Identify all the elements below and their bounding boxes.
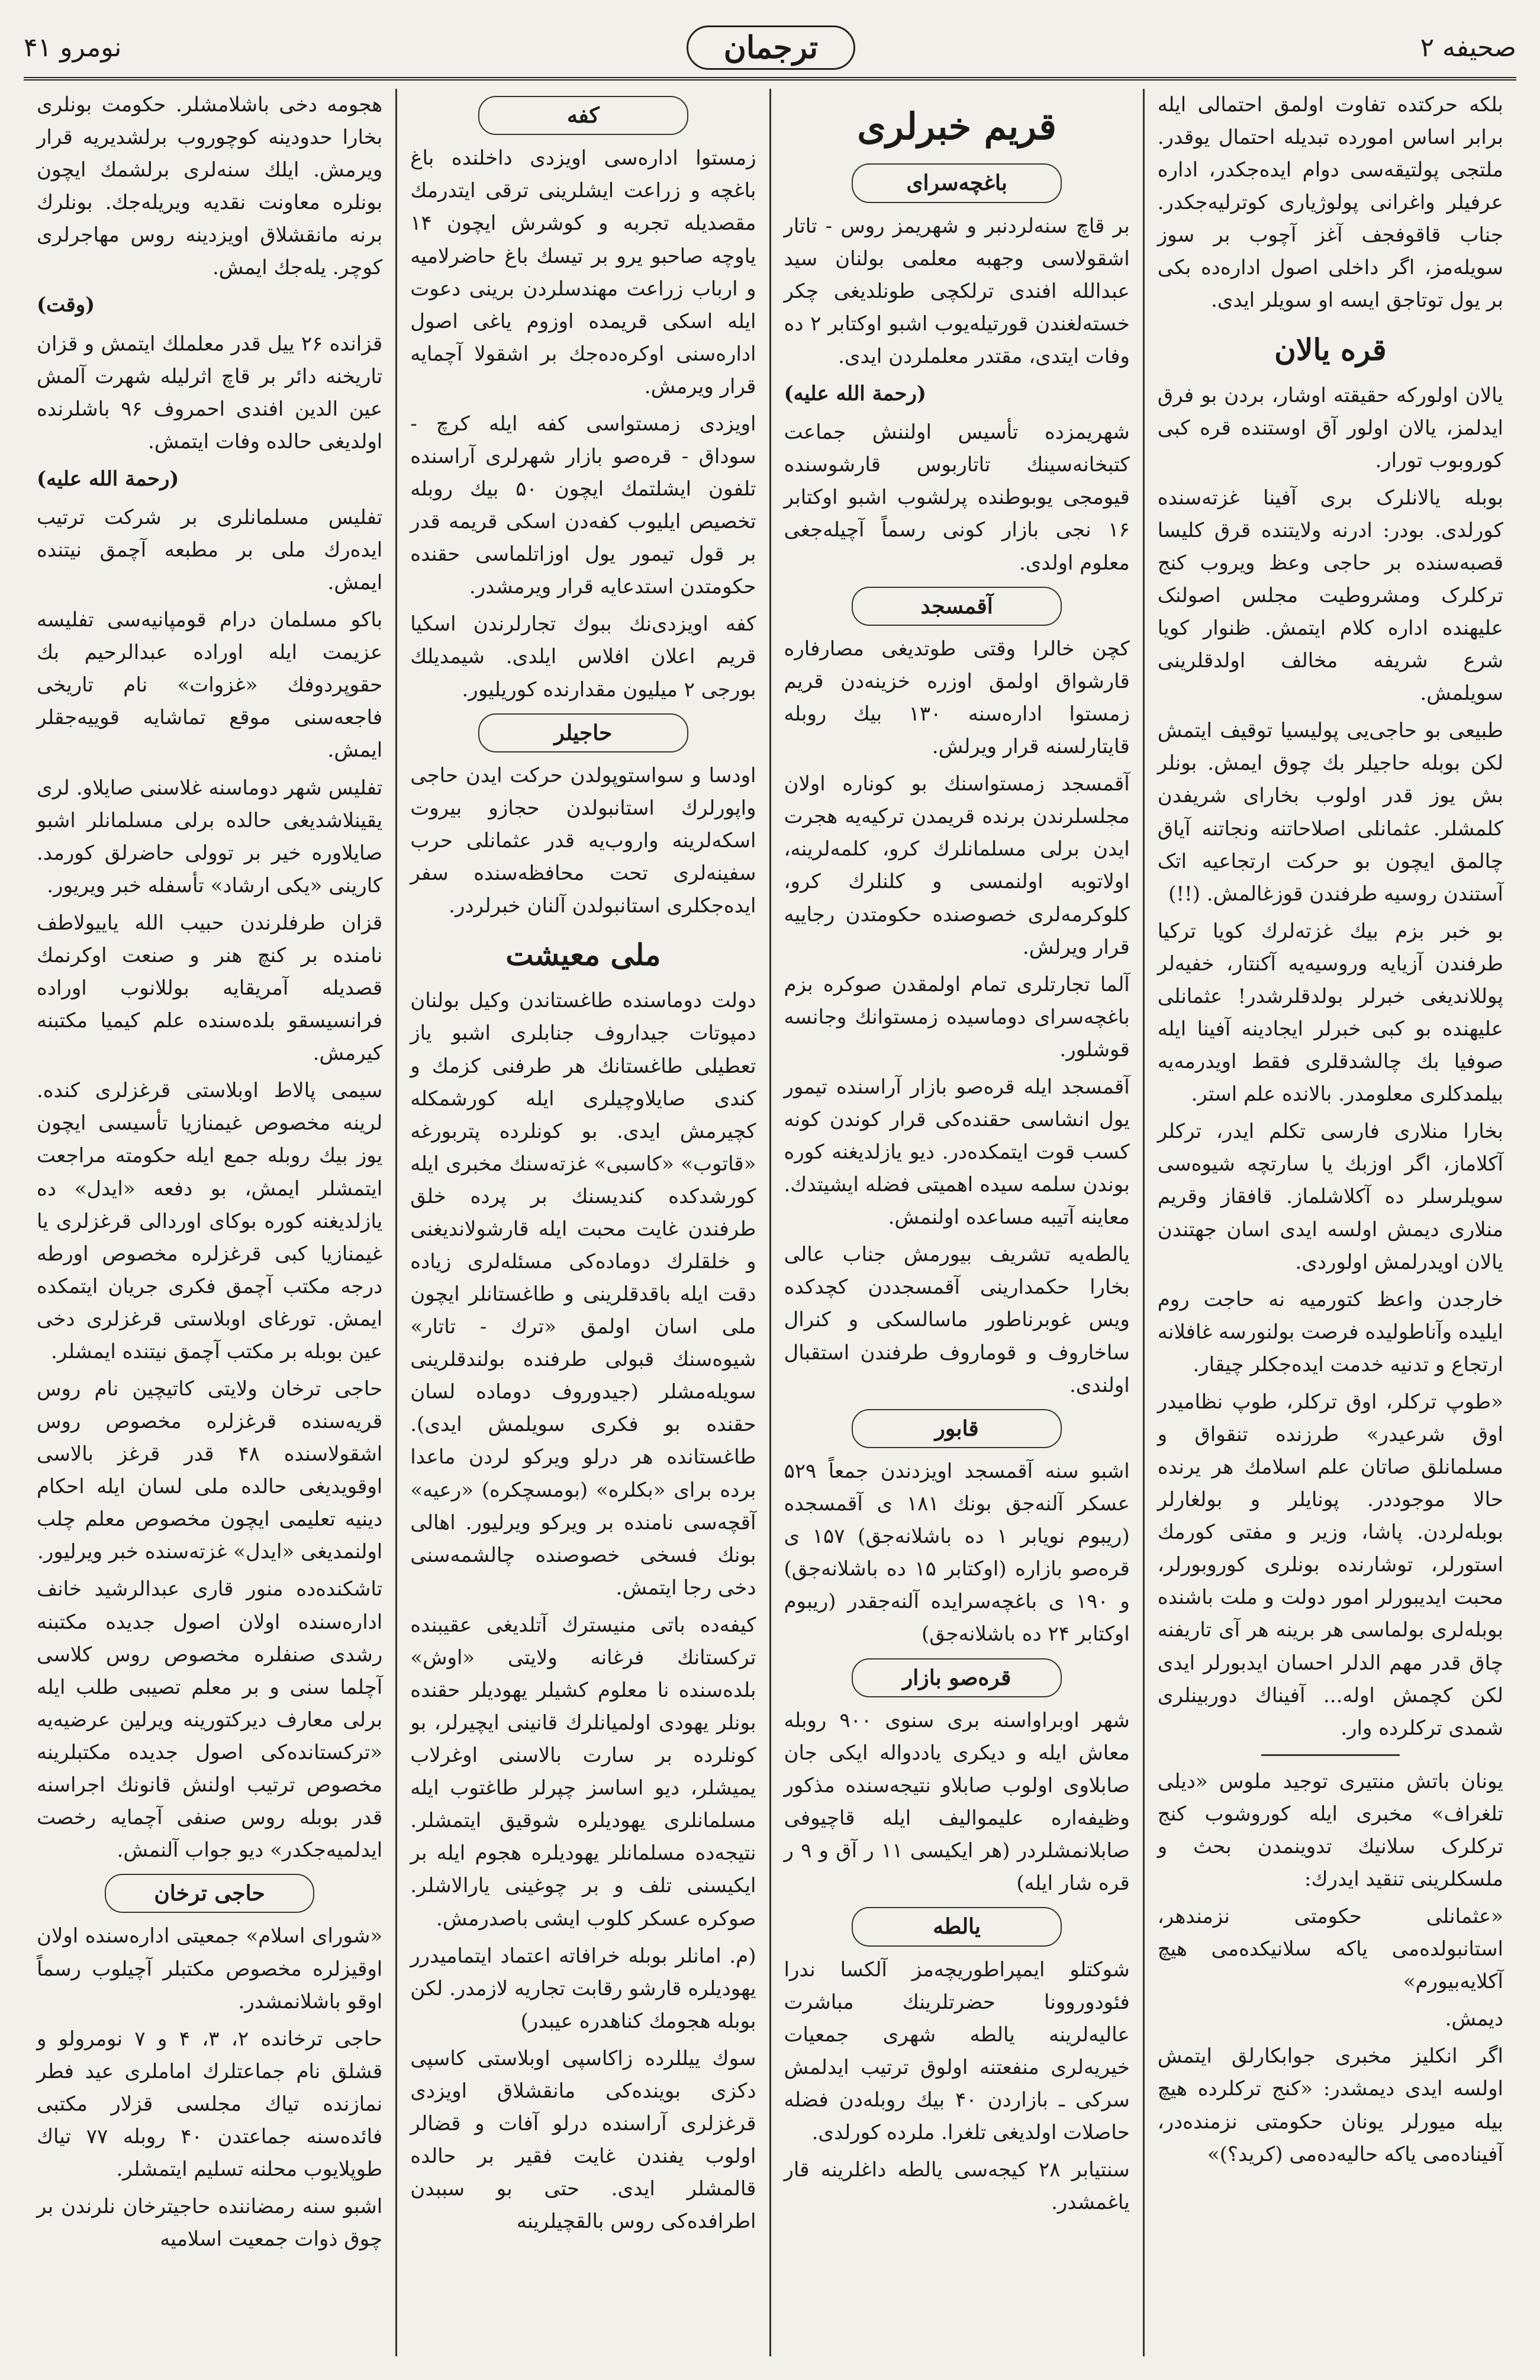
column-3 (395, 89, 769, 2356)
column-1 (1143, 89, 1516, 2356)
section-label: قره‌صو بازار (852, 1658, 1062, 1697)
paragraph: بر قاچ سنه‌لردنبر و شهریمز روس - تاتار اشقولاسی وجهبه معلمی بولنان سید عبدالله افندی ترلکچی طونلدیغی چکر خسته‌لغندن قورتیله‌یوب اشبو اوکتابر ۲ ده وفات ایتدی، مقتدر معلملردن ایدی. (784, 214, 1130, 369)
section-label: آقمسجد (852, 587, 1062, 626)
paragraph: بخارا منلاری فارسی تکلم ایدر، ترکلر آکلاماز، اگر اوزبك یا سارتچه شیوه‌سی سویلرسلر ده آکلاشلماز. قافقاز وقریم منلاری دیمش اولسه ایدی اسان جهتندن یالان اویدرلمش اولوردی. (1157, 1120, 1503, 1274)
paragraph: تفلیس مسلمانلری بر شرکت ترتیب ایده‌رك ملی بر مطبعه آچمق نیتنده ایمش. (37, 505, 383, 595)
paragraph: (م. امانلر بوبله خرافاته اعتماد ایتمامیدرر یهودیلره قارشو رقابت تجاریه لازمدر. لکن بوبله هجومك کناهدره عیبدر) (410, 1944, 756, 2033)
paragraph: شهریمزده تأسیس اولننش جماعت کتبخانه‌سینك تاتاربوس قارشوسنده قیومجی یوبوطنده پرلشوب اشبو اوکتابر ۱۶ نجی بازار کونی رسماً آچیله‌جغی معلوم اولدی. (784, 420, 1130, 575)
column-2 (769, 89, 1143, 2356)
paragraph: طبیعی بو حاجی‌یی پولیسیا توقیف ایتمش لکن بوبله حاجیلر بك چوق ایمش. بونلر بش یوز قدر اولوب بخارای شریفدن کلمشلر. عثمانلی اصلاحاتنه ونجاتنه آیاق چالمق ایچون بو حرکت ارتجاعیه اتک آستندن روسیه طرفندن قوزغالمش. (!!) (1157, 719, 1503, 906)
paragraph: باکو مسلمان درام قومپانیه‌سی تفلیسه عزیمت ایله اوراده عبدالرحیم بك حقوپردوفك «غزوات» نام تاریخی فاجعه‌سنی موقع تماشایه قوییه‌جقلر ایمش. (37, 608, 383, 763)
article-heading: قره یالان (1274, 332, 1387, 367)
paragraph: قزانده ۲۶ ییل قدر معلملك ایتمش و قزان تاریخنه دائر بر قاچ اثرلیله شهرت آلمش عین الدین افندی احمروف ۹۶ باشلرنده اولدیغی حالده وفات ایتمش. (37, 332, 383, 454)
issue-number: نومرو ۴۱ (24, 32, 122, 63)
paragraph: سیمی پالاط اوبلاستی قرغزلری کنده. لرینه مخصوص غیمنازیا تأسیسی ایچون یوز بیك روبله جمع ایله حکومته مراجعت ایتمشلر ایمش، بو دفعه «ایدل» ده یازلدیغنه کوره بوکای اوردالی قرغزلری یا غیمنازیا کبی قرغزلره مخصوص اورطه درجه مکتب آچمق فکری جریان ایتمکده ایمش. تورغای اوبلاستی قرغزلری دخی عین بوبله بر مکتب آچمق نیتنده ایمشلر. (37, 1079, 383, 1363)
article-heading: قریم خبرلری (857, 105, 1057, 148)
masthead (24, 18, 1516, 81)
signature: (رحمة الله علیه) (37, 467, 179, 491)
paragraph: آقمسجد زمستواسنك بو کوناره اولان مجلسلرندن برنده قریمدن ترکیه‌یه هجرت ایدن برلی مسلمانلرك کرو، کلمه‌لرینه، اولاتوبه اولنمسی و کلنلرك کرو، کلوکرمه‌لری خصوصنده حکومتدن رجاییه قرار ویرلش. (784, 772, 1130, 959)
newspaper-title: ترجمان (687, 25, 855, 70)
section-label: یالطه (852, 1907, 1062, 1946)
paragraph: یالان اولورکه حقیقته اوشار، بردن بو فرق ایدلمز، یالان اولور آق اوستنده قره کبی کوروبوب تورار. (1157, 383, 1503, 472)
paragraph: اگر انکلیز مخبری جوابکارلق ایتمش اولسه ایدی دیمشدر: «کنج ترکلرده هیچ بیله میورلر یونان حکومتی نزمنده‌در، آفینا‌ده‌می یاکه حالیه‌ده‌می (کرید؟)» (1157, 2044, 1503, 2166)
divider (1261, 1754, 1400, 1756)
section-label: حاجی ترخان (105, 1874, 315, 1913)
paragraph: کیفه‌ده باتی منیسترك آتلدیغی عقیبنده ترکستانك فرغانه ولایتی «اوش» بلده‌سنده نا معلوم کشیلر یهودیلر حقنده بونلر یهودی اولمیانلرك قانینی ایچیرلر، بو کونلرده بر سارت بالاسنی اوغرلاب یمیشلر، دیو اساسز چپرلر طاغتوب ایله مسلمانلری یهودیلره شوقیق ایتمشلر. نتیجه‌ده مسلمانلر یهودیلره هجوم ایله بر ایکیسنی تلف و بر چوغینی یارالاشلر. صوکره عسکر کلوب ایشی باصدرمش. (410, 1613, 756, 1931)
paragraph: کفه اویزدی‌نك ببوك تجارلرندن اسکیا قریم اعلان افلاس ایلدی. شیمدیلك بورجی ۲ میلیون مقدارنده کوریلیور. (410, 612, 756, 702)
paragraph: «طوپ ترکلر، اوق ترکلر، طوپ نظامیدر اوق شرعیدر» طرزنده تنقواق و مسلمانلق صاتان علم اسلامك هر یرنده حالا موجوددر. پونایلر و بولغارلر بوبله‌لردن. پاشا، وزیر و مفتی کورمك استورلر، توشارنده بونلری کوروبورلر، محبت ایدیبورلر امور دولت و ملت باشنده بوبله‌لری بولما‌سی هر برینه هر آی تاریفنه چاق قدر مهم الدلر احسان ایدبورلر ایدی لکن کچمش اوله... آفیناك دوربینلری شمدی ترکلرده وار. (1157, 1390, 1503, 1740)
paragraph: تاشکنده‌ده منور قاری عبدالرشید خانف اداره‌سنده اولان اصول جدیده مکتبنه رشدی صنفلره مخصوص روس کلاسی آچلما سنی و بر معلم تصیبی طلب ایله برلی معارف دیرکتورینه ویرلین عرضیه‌یه «ترکستانده‌کی اصول جدیده مکتبلرینه مخصوص ترتیب اولنش قانونك اجراسنه قدر بوبله روس صنفی آچمایه رخصت ایدلمیه‌جکدر» دیو جواب آلنمش. (37, 1577, 383, 1863)
paragraph: بلکه حرکتده تفاوت اولمق احتمالی ایله برابر اساس امورده تبدیله احتمال یوقدر. ملتجی پولتیقه‌سی دوام ایده‌جکدر، اداره عرفیلر واغرانی پولوژیاری کوترلیه‌جکدر. جناب قاقوفجف آغز آچوب بر سوز سویله‌مز، اگر داخلی اصول اداره‌ده بکی بر یول توتاجق ایسه او سویلر ایدی. (1157, 93, 1503, 313)
paragraph: «عثمانلی حکومتی نزمندهر، استانبولده‌می یاکه سلانیکده‌می هیچ آکلایه‌بیورم» (1157, 1905, 1503, 1994)
paragraph: آلما تجارتلری تمام اولمقدن صوکره بزم باغچه‌سرای دوماسیده زمستوانك وجانسه قوشلور. (784, 972, 1130, 1062)
paragraph: اودسا و سواستوپولدن حرکت ایدن حاجی واپورلرك استانبولدن حجازو بیروت اسکه‌لرینه واروب‌یه قدر عثمانلی حرب سفینه‌لری تحت محافظه‌سنده سفر ایده‌جکلری استانبولدن آلنان خبرلردر. (410, 763, 756, 918)
signature: (وقت) (37, 293, 95, 317)
paragraph: کچن خالرا وقتی طوتدیغی مصارفاره قارشواق اولمق اوزره خزینه‌دن قریم زمستوا اداره‌سنه ۱۳۰ بیك روبله قایتارلسنه قرار ویرلش. (784, 636, 1130, 759)
article-heading: ملی معیشت (505, 937, 661, 973)
columns-container (24, 89, 1516, 2356)
section-label: حاجیلر (478, 713, 688, 752)
paragraph: «شورای اسلام» جمعیتی اداره‌سنده اولان اوقیزلره مخصوص مکتبلر آچیلوب رسماً اوقو باشلانمشدر. (37, 1924, 383, 2014)
paragraph: اشبو سنه رمضاننده حاجیترخان نلرندن بر چوق ذوات جمعیت اسلامیه (37, 2195, 383, 2252)
paragraph: شوکتلو ایمپراطوریچه‌مز آلکسا ندرا فئودوروونا حضرتلرینك مباشرت عالیه‌لرینه یالطه شهری جمعیات خیریه‌لری منفعتنه اولوق ترتیب ایدلمش سرکی ـ بازاردن ۴۰ بیك روبله‌دن فضله حاصلات اولدیغی تلغرا. ملرده کورلدی. (784, 1957, 1130, 2144)
paragraph: سنتیابر ۲۸ کیجه‌سی یالطه داغلرینه قار یاغمشدر. (784, 2158, 1130, 2215)
signature: (رحمة الله علیه) (784, 382, 926, 406)
paragraph: یالطه‌یه تشریف بیورمش جناب عالی بخارا حکمدارینی آقمسجددن کچدکده ویس غوبرناطور ماسالسکی و کنرال ساخاروف و قوماروف طرفندن استقبال اولندی. (784, 1243, 1130, 1397)
paragraph: هجومه دخی باشلامشلر. حکومت بونلری بخارا حدودینه کوچوروب برلشدیریه قرار ویرمش. ایلك سنه‌لری برلشمك ایچون بونلره معاونت نقدیه ویریله‌جك. بونلرك برنه مانقشلاق اویزدینه روس مهاجرلری کوچر. یله‌جك ایمش. (37, 93, 383, 280)
paragraph: حاجی ترخان ولایتی کاتیچین نام روس قریه‌سنده قرغزلره مخصوص روس اشقولاسنده ۴۸ قدر قرغز بالاسی اوقویدیغی حالده ملی لسان ایله احکام دینیه تعلیمی ایچون مخصوص معلم چلب اولنمدیغی «ایدل» غزته‌سنده خبر ویرلیور. (37, 1376, 383, 1564)
paragraph: اشبو سنه آقمسجد اویزدندن جمعاً ۵۲۹ عسکر آلنه‌جق بونك ۱۸۱ ی آقمسجده (ریبوم نویابر ۱ ده باشلانه‌جق) ۱۵۷ ی قره‌صو بازاره (اوکتابر ۱۵ ده باشلانه‌جق) و ۱۹۰ ی باغچه‌سرایده آلنه‌جقدر (ریبوم اوکتابر ۲۴ ده باشلانه‌جق) (784, 1459, 1130, 1646)
page-number: صحیفه ۲ (1420, 32, 1516, 63)
paragraph: دولت دوماسنده طاغستاندن وکیل بولنان دمپوتات جیداروف جنابلری اشبو یاز تعطیلی طاغستانك هر طرفنی کزمك و کندی صایلاوچیلری ایله کورشمکله کچیرمش ایدی. بو کونلرده پتربورغه «قاتوب» «کاسبی» غزته‌سنك مخبری ایله کورشدکده کندیسنك بر پرده خلق طرفندن غایت محبت ایله قارشولاندیغنی و خلقلرك دوماده‌کی مسئله‌لری زیاده دقت ایله باقدقلرینی و طاغستانلر ایچون ملی اسان اولمق «ترك - تاتار» شیوه‌سنك قبولی طرفنده بولندقلرینی سویله‌مشلر (جیدوروف دوماده لسان حقنده بو فکری سویلمش ایدی). طاغستانده هر درلو ویرکو لردن ماعدا برده برای «بکلره» (بومسچکره) «رعیه» آقچه‌سی نامنده بر ویرکو ویرلیور. اهالی بونك فسخی خصوصنده چالشمه‌سنی دخی رجا ایتمش. (410, 989, 756, 1600)
paragraph: یونان باتش منتیری توجید ملوس «دیلی تلغراف» مخبری ایله کوروشوب کنج ترکلرک سلانیك تدوینمدن بحث و ملسکلرینی تنقید ایدرك: (1157, 1769, 1503, 1891)
section-label: قابور (852, 1409, 1062, 1448)
paragraph: دیمش. (1445, 2007, 1503, 2031)
column-4 (24, 89, 395, 2356)
section-label: باغچه‌سرای (852, 163, 1062, 202)
paragraph: زمستوا اداره‌سی اویزدی داخلنده باغ باغچه و زراعت ایشلرینی ترقی ایتدرمك مقصدیله تجربه و کوشرش ایچون ۱۴ یاوچه صاحبو یرو بر تیسك باغ حاضرلامیه و ارباب زراعت مهندسلردن برینی دعوت ایله اسکی قریمده اوزوم یاغی اصول اداره‌سنی اوکره‌ده‌جك بر اشقولا آچمایه قرار ویرمش. (410, 146, 756, 398)
paragraph: بوبله یالانلرک بری آفینا غزته‌سنده کورلدی. بودر: ادرنه ولایتنده قرق کلیسا قصبه‌سنده بر حاجی وعظ ویروب کنج ترکلرک ومشروطیت مجلس اصولنک علیهنده اداره کلام ایتمش. ظنوار کویا شرع شریفه مخالف اولدقلرینی سویلمش. (1157, 485, 1503, 706)
section-label: کفه (478, 96, 688, 135)
paragraph: حاجی ترخانده ۲، ۳، ۴ و ۷ نومرولو و قشلق نام جماعتلرك اماملری عید فطر نمازنده تیاك مجلسی قزلار مکتبی فائده‌سنه جماعتدن ۴۰ روبله ۷۷ تیاك طوپلایوب محلنه تسلیم ایتمشلر. (37, 2027, 383, 2181)
paragraph: بو خبر بزم بیك غزته‌لرك کویا ترکیا طرفندن آزیایه وروسیه‌یه آکنتار، خفیه‌لر پوللاندیغی خبرلر بولدقلرشدر! عثمانلی علیهنده بو کبی خبرلر ایجادینه آفینا ایله صوفیا بك چالشدقلری فقط اویدرمه‌یه بیلمدکلری معلومدر. بالانده علم استر. (1157, 919, 1503, 1107)
paragraph: تفلیس شهر دوماسنه غلاسنی صایلاو. لری یقینلاشدیغی حالده برلی مسلمانلر اشبو صایلاوره خیر بر توولی حاضرلق کورمد. کارینی «یکی ارشاد» تأسفله خبر ویریور. (37, 776, 383, 898)
paragraph: آقمسجد ایله قره‌صو بازار آراسنده تیمور یول انشاسی حقنده‌کی قرار کوندن کونه کسب قوت ایتمکده‌در. دیو یازلدیغنه کوره بوندن سلمه سیده اهمیتی فضله ایشیتدك. معاینه آتیبه مساعده اولنمش. (784, 1075, 1130, 1230)
paragraph: خارجدن واعظ کتورمیه نه حاجت روم ایلیده وآناطولیده فرصت بولنورسه غافلانه ارتجاع و تدنیه خدمت ایده‌جکلر چیقار. (1157, 1287, 1503, 1376)
paragraph: شهر اوبراواسنه بری سنوی ۹۰۰ روبله معاش ایله و دیکری یاددواله ایکی جان صابلاوی اولوب صابلاو نتیجه‌سنده مذکور وظیفه‌اره علیموالیف ایله قاچیوفی صابلانمشلردر (هر ایکیسی ۱۱ ر آق و ۹ ر قره شار ایله) (784, 1708, 1130, 1896)
paragraph: اویزدی زمستواسی کفه ایله کرچ - سوداق - قره‌صو بازار شهرلری آراسنده تلفون ایشلتمك ایچون ۵۰ بیك روبله تخصیص ایلیوب کفه‌دن اسکی قریمه قدر بر قول تیمور یول اوزاتلماسی حقنده حکومتدن استدعایه قرار ویرمشدر. (410, 411, 756, 599)
paragraph: قزان طرفلرندن حبیب الله یاییولاطف نامنده بر کنچ هنر و صنعت اوکرنمك قصدیله آمریقایه بوللانوب اوراده فرانسیسقو بلده‌سنده علم کیمیا مکتبنه کیرمش. (37, 911, 383, 1066)
paragraph: سوك ییللرده زاکاسپی اوبلاستی کاسپی دکزی بوینده‌کی مانقشلاق اویزدی قرغزلری آراسنده درلو آفات و قضالر اولوب یفندن غایت فقیر بر حالده قالمشلر ایدی. حتی بو سببدن اطرافده‌کی روس بالقچیلرینه (410, 2046, 756, 2234)
